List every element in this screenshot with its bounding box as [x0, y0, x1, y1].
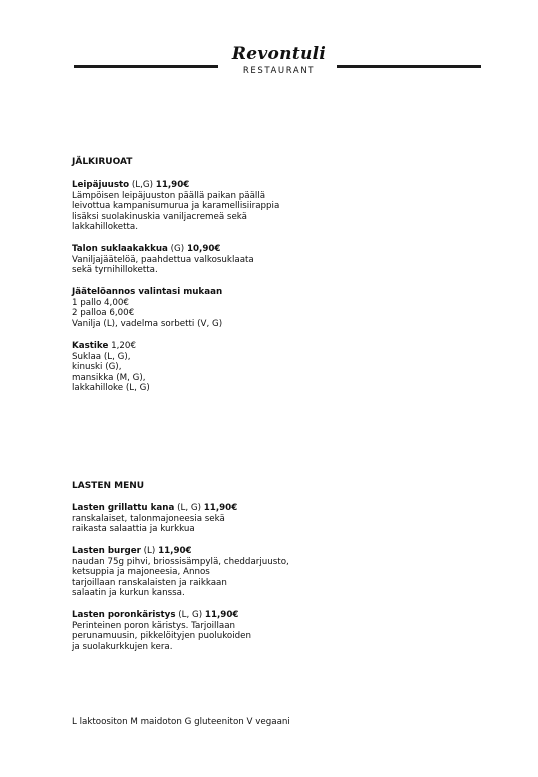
item-description-line: tarjoillaan ranskalaisten ja raikkaan	[72, 577, 227, 588]
menu-item	[72, 287, 222, 329]
item-description-line: mansikka (M, G),	[72, 372, 146, 383]
restaurant-logo	[224, 44, 334, 77]
kids-menu-title: LASTEN MENU	[72, 481, 145, 491]
menu-item	[72, 180, 279, 233]
item-diet: 1,20€	[108, 341, 136, 351]
item-description-line: lakkahilloketta.	[72, 222, 138, 233]
item-description-line: ja suolakurkkujen kera.	[72, 641, 173, 652]
item-diet: (L)	[140, 546, 159, 556]
header-rule-right	[337, 65, 481, 68]
item-description-line: Lämpöisen leipäjuuston päällä paikan päällä	[72, 190, 266, 201]
item-diet: (L,G)	[129, 180, 156, 190]
item-description-line: 2 palloa 6,00€	[72, 308, 135, 319]
item-description-line: lisäksi suolakinuskia vaniljacremeä sekä	[72, 211, 248, 222]
item-description-line: 1 pallo 4,00€	[72, 297, 129, 308]
item-description-line: kinuski (G),	[72, 362, 122, 373]
item-description-line: lakkahilloke (L, G)	[72, 383, 150, 394]
item-diet: (L, G)	[174, 503, 204, 513]
item-description-line: naudan 75g pihvi, briossisämpylä, cheddarjuusto,	[72, 556, 289, 567]
item-description-line: Vaniljajäätelöä, paahdettua valkosuklaata	[72, 254, 254, 265]
item-name: Leipäjuusto	[72, 180, 130, 190]
item-description-line: raikasta salaattia ja kurkkua	[72, 524, 195, 535]
item-description-line: perunamuusin, pikkelöityjen puolukoiden	[72, 631, 252, 642]
item-description-line: Suklaa (L, G),	[72, 351, 131, 362]
item-price: 11,90€	[204, 610, 239, 620]
item-name: Lasten burger	[72, 546, 141, 556]
item-description-line: ranskalaiset, talonmajoneesia sekä	[72, 513, 225, 524]
item-price: 11,90€	[203, 503, 238, 513]
item-price: 10,90€	[186, 244, 221, 254]
menu-item	[72, 546, 289, 599]
item-name: Lasten poronkäristys	[72, 610, 176, 620]
item-description-line: sekä tyrnihilloketta.	[72, 265, 158, 276]
item-name: Talon suklaakakkua	[72, 244, 168, 254]
item-price: 11,90€	[158, 546, 192, 556]
item-description-line: salaatin ja kurkun kanssa.	[72, 588, 185, 599]
item-diet: (G)	[167, 244, 187, 254]
item-description-line: Perinteinen poron käristys. Tarjoillaan	[72, 620, 236, 631]
item-name: Jäätelöannos valintasi mukaan	[72, 287, 223, 297]
menu-item	[72, 244, 254, 276]
desserts-title: JÄLKIRUOAT	[72, 157, 133, 167]
logo-name: Revontuli	[231, 44, 327, 64]
logo-subtitle: RESTAURANT	[242, 66, 316, 76]
item-description-line: Vanilja (L), vadelma sorbetti (V, G)	[72, 318, 223, 329]
header-rule-left	[74, 65, 218, 68]
item-diet: (L, G)	[175, 610, 205, 620]
item-name: Lasten grillattu kana	[72, 503, 175, 513]
item-description-line: ketsuppia ja majoneesia, Annos	[72, 567, 210, 578]
item-description-line: leivottua kampanisumurua ja karamellisiirappia	[72, 201, 280, 212]
diet-legend: L laktoositon M maidoton G gluteeniton V vegaani	[72, 717, 290, 727]
menu-item	[72, 341, 150, 394]
item-name: Kastike	[72, 341, 109, 351]
menu-item	[72, 610, 251, 652]
menu-item	[72, 503, 237, 535]
item-price: 11,90€	[155, 180, 190, 190]
